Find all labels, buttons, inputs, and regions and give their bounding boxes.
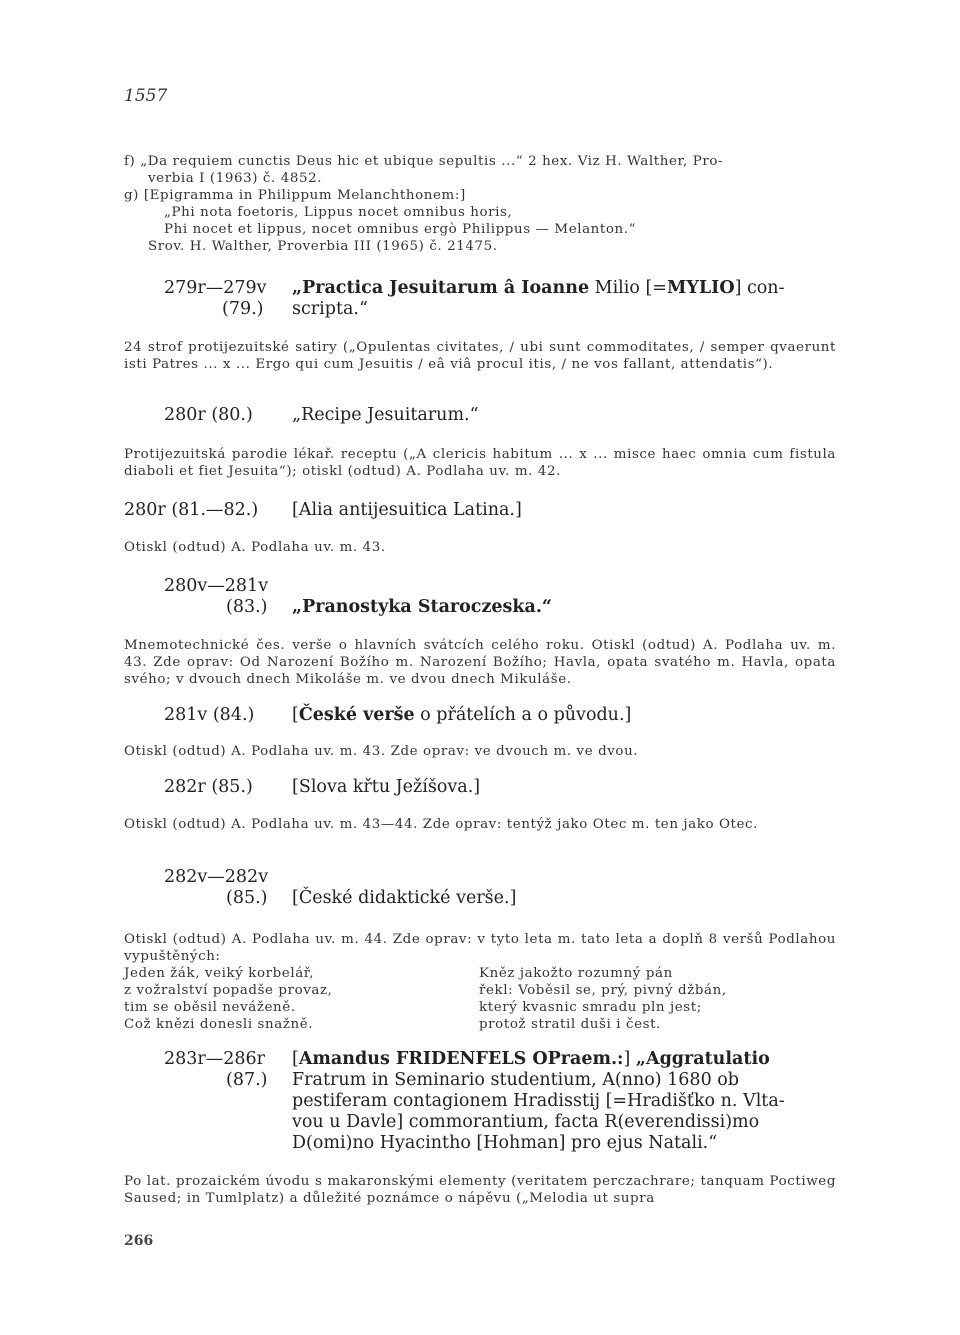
entry-ref <box>124 500 294 521</box>
entry-ref <box>164 867 288 909</box>
verse-line: řekl: Voběsil se, prý, pivný džbán, <box>479 983 727 998</box>
folio-ref: 280r (81.—82.) <box>124 500 259 520</box>
entry-84-desc: Otiskl (odtud) A. Podlaha uv. m. 43. Zde oprav: ve dvouch m. ve dvou. <box>124 744 639 759</box>
entry-ref <box>164 278 288 320</box>
note-g <box>124 187 836 255</box>
entry-ref <box>164 576 288 618</box>
entry-ref <box>164 1049 288 1091</box>
title-rest: o přátelích a o původu.] <box>414 705 632 725</box>
running-head: 1557 <box>124 86 168 106</box>
entry-ref <box>164 777 288 798</box>
entry-79-desc: 24 strof protijezuitské satiry („Opulentas civitates, / ubi sunt commoditates, / semper qvaerunt isti Patres ... x ... Ergo qui cum Jesuitis / eâ viâ procul itis, / ne vos fallant, attendatis“). <box>124 340 836 372</box>
entry-85b <box>164 867 836 909</box>
note-g-line4: Srov. H. Walther, Proverbia III (1965) č. 21475. <box>148 239 498 254</box>
entry-ref <box>164 405 288 426</box>
entry-title <box>292 705 836 726</box>
note-f <box>124 153 836 187</box>
title-bold: Amandus FRIDENFELS OPraem.: <box>298 1049 624 1069</box>
entry-81-82 <box>124 500 836 521</box>
title-bold: České verše <box>298 705 415 725</box>
entry-87-desc: Po lat. prozaickém úvodu s makaronskými elementy (veritatem perczachrare; tanquam Poctiweg Saused; in Tumlplatz) a důležité poznámce o nápěvu („Melodia ut supra <box>124 1174 836 1206</box>
notes-top <box>124 153 836 255</box>
entry-85b-desc: Otiskl (odtud) A. Podlaha uv. m. 44. Zde oprav: v tyto leta m. tato leta a doplň 8 veršů Podlahou vypuštěných: <box>124 932 836 964</box>
note-f-line1: f) „Da requiem cunctis Deus hic et ubique sepultis ...“ 2 hex. Viz H. Walther, Pro- <box>124 154 724 169</box>
entry-80 <box>164 405 836 426</box>
folio-ref: 279r—279v <box>164 278 267 298</box>
item-number: (87.) <box>226 1070 268 1090</box>
folio-ref: 282v—282v <box>164 867 269 887</box>
verse-line: Což knězi donesli snažně. <box>124 1017 314 1032</box>
entry-81-82-desc: Otiskl (odtud) A. Podlaha uv. m. 43. <box>124 540 386 555</box>
entry-87 <box>164 1049 836 1154</box>
title-mid: ] <box>623 1049 636 1069</box>
verse-line: tim se oběsil neváženě. <box>124 1000 296 1015</box>
note-g-line2: „Phi nota foetoris, Lippus nocet omnibus horis, <box>164 205 513 220</box>
entry-title: „Recipe Jesuitarum.“ <box>292 405 479 425</box>
note-g-line3: Phi nocet et lippus, nocet omnibus ergò Philippus — Melanton.“ <box>164 222 637 237</box>
entry-80-desc: Protijezuitská parodie lékař. receptu („A clericis habitum ... x ... misce haec omnia cum fistula diaboli et fiet Jesuita“); otiskl (odtud) A. Podlaha uv. m. 42. <box>124 447 836 479</box>
item-number: (79.) <box>222 299 264 319</box>
title-line-4: vou u Davle] commorantium, facta R(everendissi)mo <box>292 1112 760 1132</box>
verse-line: protož stratil duši i čest. <box>479 1017 661 1032</box>
folio-ref: 281v (84.) <box>164 705 255 725</box>
title-pre: [ <box>292 1049 299 1069</box>
note-g-line1: g) [Epigramma in Philippum Melanchthonem:] <box>124 188 466 203</box>
folio-ref: 280v—281v <box>164 576 269 596</box>
entry-title <box>292 1049 836 1154</box>
entry-84 <box>164 705 836 726</box>
entry-85-desc: Otiskl (odtud) A. Podlaha uv. m. 43—44. Zde oprav: tentýž jako Otec m. ten jako Otec. <box>124 817 759 832</box>
entry-title: [Slova křtu Ježíšova.] <box>292 777 481 797</box>
title-pre: [ <box>292 705 299 725</box>
verse-line: z vožralství popadše provaz, <box>124 983 333 998</box>
entry-79 <box>164 278 836 320</box>
title-line-1 <box>292 1049 836 1070</box>
page-number: 266 <box>124 1233 154 1249</box>
title-line-2: scripta.“ <box>292 299 368 319</box>
item-number: (85.) <box>226 888 268 908</box>
title-bold: „Pranostyka Staroczeska.“ <box>292 597 552 617</box>
verse-line: Jeden žák, veiký korbelář, <box>124 966 315 981</box>
folio-ref: 280r (80.) <box>164 405 253 425</box>
entry-title <box>292 576 836 618</box>
entry-title: [České didaktické verše.] <box>292 888 517 908</box>
entry-title <box>292 278 836 320</box>
folio-ref: 283r—286r <box>164 1049 266 1069</box>
entry-83 <box>164 576 836 618</box>
entry-83-desc: Mnemotechnické čes. verše o hlavních svátcích celého roku. Otiskl (odtud) A. Podlaha uv. m. 43. Zde oprav: Od Narození Božího m. Narození Božího; Havla, opata svatého m. Havla, opata svého; v dvouch dnech Mikoláše m. ve dvou dnech Mikuláše. <box>124 638 836 687</box>
verses-right <box>479 965 829 1033</box>
item-number: (83.) <box>226 597 268 617</box>
title-line-5: D(omi)no Hyacintho [Hohman] pro ejus Natali.“ <box>292 1133 718 1153</box>
entry-ref <box>164 705 288 726</box>
title-rest: Milio [= <box>589 278 667 298</box>
title-bold: „Practica Jesuitarum â Ioanne <box>292 278 590 298</box>
entry-85 <box>164 777 836 798</box>
verses-left <box>124 965 474 1033</box>
verse-line: který kvasnic smradu pln jest; <box>479 1000 702 1015</box>
title-end: ] con- <box>734 278 785 298</box>
title-bold-2: MYLIO <box>666 278 735 298</box>
title-line-2: Fratrum in Seminario studentium, A(nno) 1680 ob <box>292 1070 740 1090</box>
title-bold-2: „Aggratulatio <box>635 1049 770 1069</box>
title-line-3: pestiferam contagionem Hradisstij [=Hradišťko n. Vlta- <box>292 1091 785 1111</box>
note-f-line2: verbia I (1963) č. 4852. <box>148 171 323 186</box>
entry-title: [Alia antijesuitica Latina.] <box>292 500 522 520</box>
verse-line: Kněz jakožto rozumný pán <box>479 966 673 981</box>
folio-ref: 282r (85.) <box>164 777 253 797</box>
